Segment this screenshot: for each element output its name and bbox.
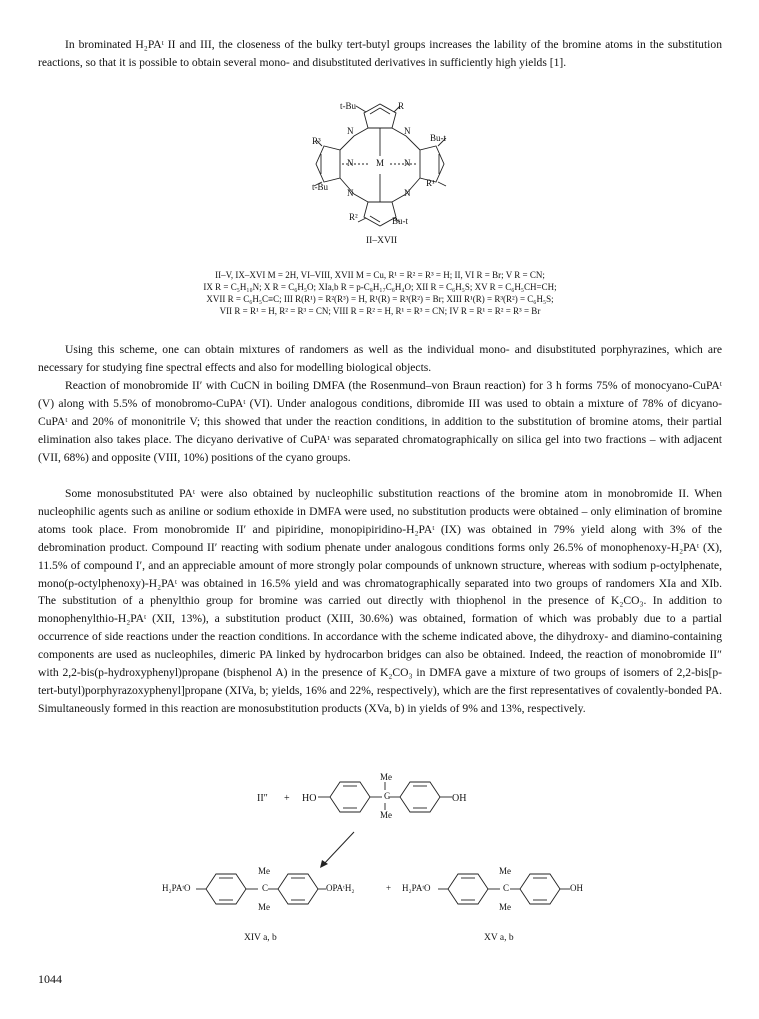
label-n-left: N bbox=[347, 158, 354, 168]
label-n-bl: N bbox=[347, 188, 354, 198]
bisphenol-structure bbox=[318, 778, 458, 818]
label-bu-bottom: Bu-t bbox=[392, 216, 409, 226]
xiv-structure bbox=[196, 870, 328, 910]
xiv-lhs-label: H₂PAᵗO bbox=[162, 883, 191, 893]
plus-sign: + bbox=[284, 793, 290, 804]
page-number: 1044 bbox=[38, 972, 62, 986]
label-r2: R² bbox=[349, 212, 358, 222]
paragraph-nucleophilic: Some monosubstituted PAᵗ were also obtained by nucleophilic substitution reactions of the bromine atom in monobromide II. When nucleophilic agents such as aniline or sodium ethoxide in DMFA were used, no substitution products were obtained – only elimination of bromine atoms took place. From monobromide II′ and pipiridine, monopipiridino-H₂PAᵗ (IX) was obtained in 79% yield along with 3% of the debromination product. Compound II′ reacting with sodium phenate under analogous conditions forms only 26.5% of monophenoxy-H₂PAᵗ (X), 11.5% of compound I′, and an appreciable amount of more strongly polar compounds of unknown structure, whereas with sodium p-octylphenate, mono(p-octylphenoxy)-H₂PAᵗ was obtained in 16.5% yield and was chromatographically separated into two groups of randomers XIa and XIb. The substitution of a phenylthio group for bromine was carried out directly with thiophenol in the presence of K₂CO₃. In addition to monophenylthio-H₂PAᵗ (XII, 13%), a substitution product (XIII, 30.6%) was obtained, formation of which was probably due to a partial occurrence of side reactions under the reaction conditions. In accordance with the scheme indicated above, the dihydroxy- and diamino-containing components are used as nucleophiles, dimeric PA linked by hydrocarbon bridges can also be obtained. Indeed, the reaction of monobromide II″ with 2,2-bis(p-hydroxyphenyl)propane (bisphenol A) in the presence of K₂CO₃ in DMFA gave a mixture of two groups of isomers of 2,2-bis[p-tert-butyl)porphyrazoxyphenyl]propane (XIVa, b; yields, 16% and 22%, respectively), which are the first representatives of covalently-bonded PA. Simultaneously formed in this reaction are monosubstitution products (XVa, b) in yields of 9% and 13%, respectively. bbox=[38, 487, 722, 715]
xiv-c: C bbox=[262, 883, 269, 893]
label-n-br: N bbox=[404, 188, 411, 198]
legend-line-1: II–V, IX–XVI M = 2H, VI–VIII, XVII M = Cu, R¹ = R² = R³ = H; II, VI R = Br; V R = CN; bbox=[215, 270, 545, 280]
xv-me-top: Me bbox=[499, 866, 511, 876]
paragraph-scheme-use: Using this scheme, one can obtain mixtures of randomers as well as the individual mono- and disubstituted porphyrazines, which are necessary for studying fine spectral effects and also for modelling biological objects. bbox=[38, 343, 722, 374]
reactant-label: II″ bbox=[257, 793, 268, 804]
label-n-tr: N bbox=[404, 126, 411, 136]
label-xiv: XIV a, b bbox=[244, 933, 277, 943]
label-n-right: N bbox=[404, 158, 411, 168]
xv-oh-label: OH bbox=[570, 883, 583, 893]
xv-structure bbox=[438, 870, 572, 910]
label-tbu-left: t-Bu bbox=[312, 182, 329, 192]
paragraph-intro: In brominated H₂PAᵗ II and III, the closeness of the bulky tert-butyl groups increases the lability of the bromine atoms in the substitution reactions, so that it is possible to obtain several mono- and disubstituted derivatives in sufficiently high yields [1]. bbox=[38, 38, 722, 69]
xv-c: C bbox=[503, 883, 510, 893]
xv-lhs-label: H₂PAᵗO bbox=[402, 883, 431, 893]
label-tbu-top: t-Bu bbox=[340, 101, 357, 111]
label-bu-right: Bu-t bbox=[430, 133, 447, 143]
c-label: C bbox=[384, 791, 391, 801]
me-bottom-label: Me bbox=[380, 810, 392, 820]
me-top-label: Me bbox=[380, 772, 392, 782]
xiv-rhs-label: OPAᵗH₂ bbox=[326, 883, 355, 893]
label-n-tl: N bbox=[347, 126, 354, 136]
label-xv: XV a, b bbox=[484, 933, 514, 943]
reaction-arrow bbox=[318, 830, 358, 870]
oh-label: OH bbox=[452, 793, 467, 804]
xv-me-bottom: Me bbox=[499, 902, 511, 912]
legend-line-4: VII R = R¹ = H, R² = R³ = CN; VIII R = R² = H, R¹ = R³ = CN; IV R = R¹ = R² = R³ = Br bbox=[219, 306, 541, 316]
xiv-me-bottom: Me bbox=[258, 902, 270, 912]
paragraph-rosenmund: Reaction of monobromide II′ with CuCN in boiling DMFA (the Rosenmund–von Braun reaction) for 3 h forms 75% of monocyano-CuPAᵗ (V) along with 5.5% of monobromo-CuPAᵗ (VI). Under analogous conditions, dibromide III was used to obtain a mixture of 78% of dicyano-CuPAᵗ and 20% of mononitrile V; this showed that under the reaction conditions, in addition to the substitution of bromine atoms, their partial elimination also takes place. The dicyano derivative of CuPAᵗ was separated chromatographically on silica gel into two fractions – with adjacent (VII, 68%) and opposite (VIII, 10%) positions of the cyano groups. bbox=[38, 379, 722, 464]
xiv-me-top: Me bbox=[258, 866, 270, 876]
label-m-center: M bbox=[376, 158, 385, 168]
legend-line-3: XVII R = C₆H₅C≡C; III R(R¹) = R²(R³) = H, R¹(R) = R³(R²) = Br; XIII R¹(R) = R³(R²) = C₆H₅S; bbox=[206, 294, 554, 304]
legend-line-2: IX R = C₅H₁₀N; X R = C₆H₅O; XIa,b R = p-C₈H₁₇C₆H₄O; XII R = C₆H₅S; XV R = C₆H₅CH=CH; bbox=[203, 282, 557, 292]
label-r3: R³ bbox=[312, 136, 321, 146]
products-plus-sign: + bbox=[386, 883, 392, 893]
compound-range-label: II–XVII bbox=[366, 236, 398, 246]
label-r-top: R bbox=[398, 101, 405, 111]
ho-label: HO bbox=[302, 793, 317, 804]
label-r1: R¹ bbox=[426, 178, 435, 188]
